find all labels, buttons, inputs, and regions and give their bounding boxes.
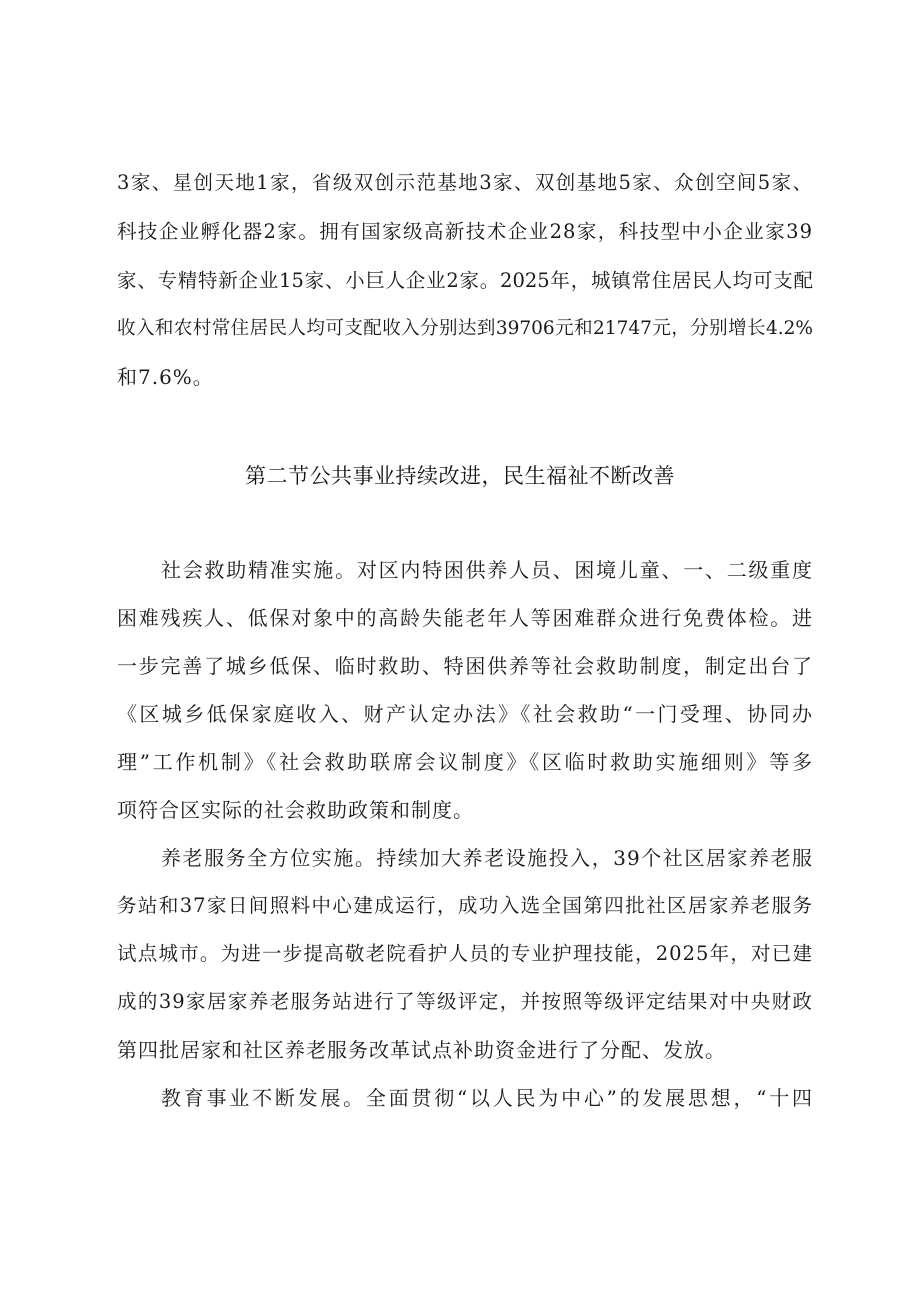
- paragraph-line: 一步完善了城乡低保、临时救助、特困供养等社会救助制度，制定出台了: [117, 654, 813, 678]
- paragraph-line: 养老服务全方位实施。持续加大养老设施投入，39个社区居家养老服: [161, 846, 813, 870]
- paragraph-line: 家、专精特新企业15家、小巨人企业2家。2025年，城镇常住居民人均可支配: [117, 269, 813, 292]
- paragraph-line: 理”工作机制》《社会救助联席会议制度》《区临时救助实施细则》等多: [117, 750, 813, 774]
- paragraph-line: 收入和农村常住居民人均可支配收入分别达到39706元和21747元，分别增长4.2%: [117, 318, 813, 339]
- paragraph-line: 成的39家居家养老服务站进行了等级评定，并按照等级评定结果对中央财政: [117, 990, 813, 1013]
- paragraph-line: 第四批居家和社区养老服务改革试点补助资金进行了分配、发放。: [117, 1038, 726, 1062]
- paragraph-line: 《区城乡低保家庭收入、财产认定办法》《社会救助“一门受理、协同办: [117, 702, 813, 726]
- paragraph-line: 教育事业不断发展。全面贯彻“以人民为中心”的发展思想，“十四: [161, 1086, 813, 1110]
- paragraph-line: 试点城市。为进一步提高敬老院看护人员的专业护理技能，2025年，对已建: [117, 942, 813, 965]
- paragraph-line: 科技企业孵化器2家。拥有国家级高新技术企业28家，科技型中小企业家39: [117, 220, 813, 243]
- paragraph-line: 3家、星创天地1家，省级双创示范基地3家、双创基地5家、众创空间5家、: [117, 171, 813, 194]
- paragraph-line: 务站和37家日间照料中心建成运行，成功入选全国第四批社区居家养老服务: [117, 894, 813, 917]
- paragraph-line: 困难残疾人、低保对象中的高龄失能老年人等困难群众进行免费体检。进: [117, 606, 813, 630]
- paragraph-line: 社会救助精准实施。对区内特困供养人员、困境儿童、一、二级重度: [161, 558, 813, 582]
- section-heading: 第二节公共事业持续改进，民生福祉不断改善: [245, 464, 675, 488]
- paragraph-line: 项符合区实际的社会救助政策和制度。: [117, 798, 474, 822]
- paragraph-line: 和7.6%。: [117, 365, 214, 389]
